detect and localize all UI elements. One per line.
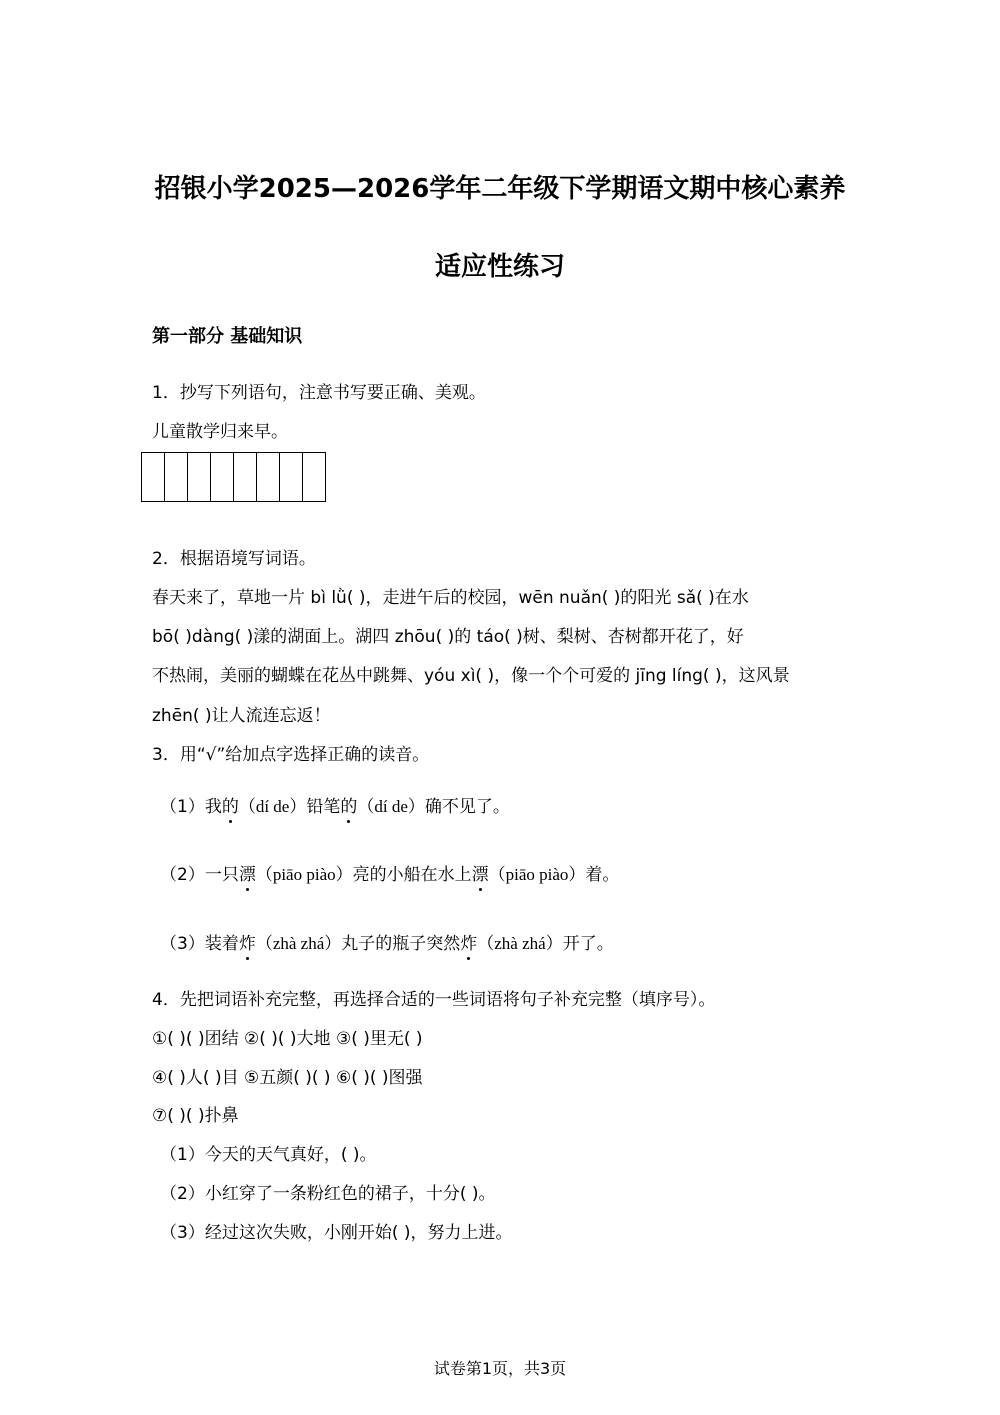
grid-cell[interactable] [280,453,303,501]
q3-item [160,792,510,817]
item-text: 确不见了。 [424,797,510,817]
q4-sentence: （1）今天的天气真好，( )。 [160,1145,377,1165]
grid-cell[interactable] [142,453,165,501]
exam-title-line1: 招银小学2025—2026学年二年级下学期语文期中核心素养 [154,174,846,204]
grid-cell[interactable] [188,453,211,501]
pinyin-choice[interactable]: （zhà zhá） [255,934,342,953]
grid-cell[interactable] [165,453,188,501]
grid-cell[interactable] [303,453,325,501]
q2-line: 春天来了，草地一片 bì lǜ( )，走进午后的校园，wēn nuǎn( )的阳光 sǎ( )在水 [152,588,749,608]
grid-cell[interactable] [211,453,234,501]
q4-sentence: （2）小红穿了一条粉红色的裙子，十分( )。 [160,1184,496,1204]
q1-sentence: 儿童散学归来早。 [152,422,288,442]
pinyin-choice[interactable]: （piāo piào） [255,865,353,884]
exam-title-line2: 适应性练习 [434,252,565,282]
item-text: 着。 [585,865,620,885]
grid-cell[interactable] [234,453,257,501]
item-number: （1） [160,797,205,817]
q4-word-row: ⑦( )( )扑鼻 [152,1106,239,1126]
q4-word-row: ④( )人( )目 ⑤五颜( )( ) ⑥( )( )图强 [152,1068,423,1088]
dotted-char: 炸 [460,929,477,954]
dotted-char: 漂 [239,860,256,885]
q3-item [160,929,614,954]
page-footer: 试卷第1页，共3页 [433,1359,567,1378]
q2-prompt: 2．根据语境写词语。 [152,549,316,569]
item-number: （2） [160,865,205,885]
item-text: 我 [204,797,222,817]
dotted-char: 漂 [472,860,489,885]
dotted-char: 的 [222,792,239,817]
q2-line: zhēn( )让人流连忘返！ [152,706,331,726]
q4-prompt: 4．先把词语补充完整，再选择合适的一些词语将句子补充完整（填序号）。 [152,990,716,1010]
section-heading: 第一部分 基础知识 [152,326,303,347]
q4-sentence: （3）经过这次失败，小刚开始( )，努力上进。 [160,1223,513,1243]
dotted-char: 炸 [239,929,256,954]
q2-line: bō( )dàng( )漾的湖面上。湖四 zhōu( )的 táo( )树、梨树、杏树都开花了，好 [152,627,744,647]
pinyin-choice[interactable]: （dí de） [357,797,425,816]
item-text: 丸子的瓶子突然 [341,934,461,954]
pinyin-choice[interactable]: （zhà zhá） [477,934,563,953]
q1-prompt: 1．抄写下列语句，注意书写要正确、美观。 [152,383,486,403]
dotted-char: 的 [340,792,357,817]
item-text: 装着 [204,934,239,954]
q3-item [160,860,619,885]
pinyin-choice[interactable]: （dí de） [238,797,307,816]
item-text: 亮的小船在水上 [352,865,472,885]
pinyin-choice[interactable]: （piāo piào） [488,865,586,884]
grid-cell[interactable] [257,453,280,501]
item-number: （3） [160,934,205,954]
writing-grid[interactable] [141,452,326,502]
item-text: 一只 [204,865,239,885]
q2-line: 不热闹，美丽的蝴蝶在花丛中跳舞、yóu xì( )，像一个个可爱的 jīng líng( )，这风景 [152,666,790,686]
q3-prompt: 3．用“√”给加点字选择正确的读音。 [152,745,430,765]
q4-word-row: ①( )( )团结 ②( )( )大地 ③( )里无( ) [152,1029,423,1049]
item-text: 铅笔 [306,797,341,817]
item-text: 开了。 [562,934,614,954]
